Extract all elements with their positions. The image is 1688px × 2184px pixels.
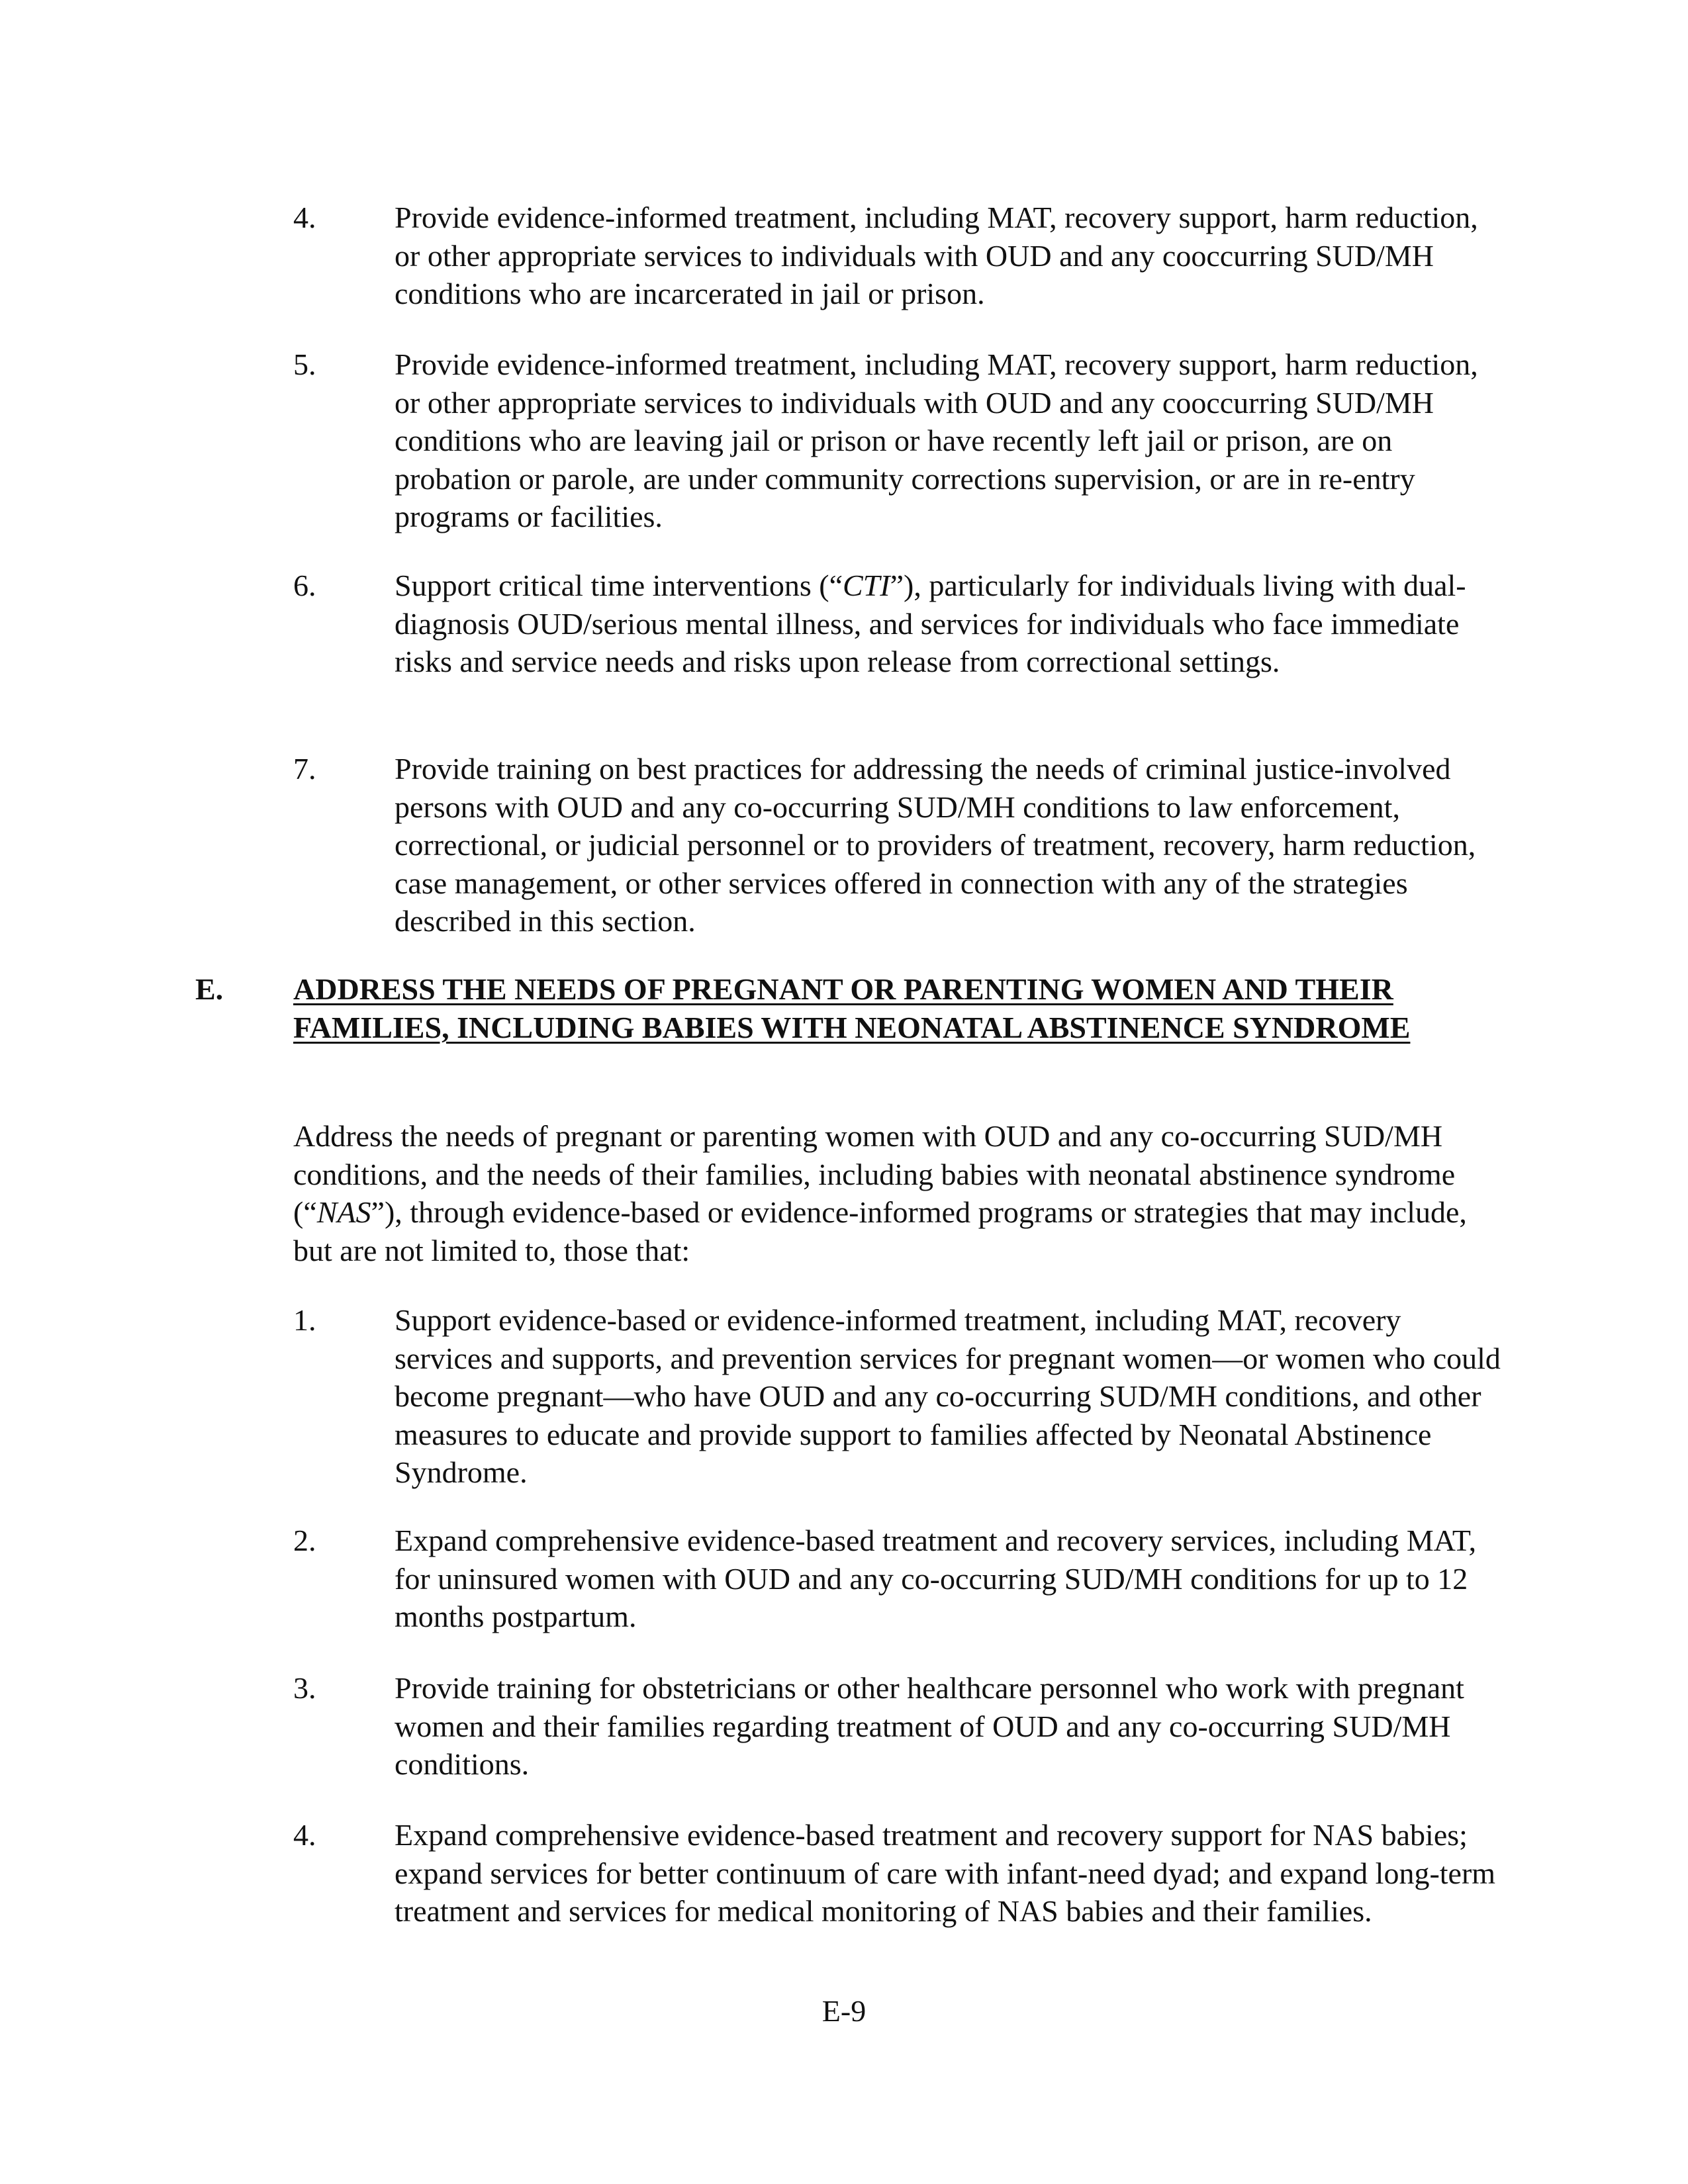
item-text: Provide training on best practices for addressing the needs of criminal justice-involved persons with OUD and any co-occurring SUD/MH conditions to law enforcement, correctional, or judicial personnel or to providers of treatment, recovery, harm reduction, case management, or other services offered in connection with any of the strategies described in this section. bbox=[395, 752, 1476, 938]
page-number: E-9 bbox=[821, 1994, 867, 2028]
intro-after: ”), through evidence-based or evidence-informed programs or strategies that may include, but are not limited to, those that: bbox=[293, 1195, 1467, 1267]
item-number: 4. bbox=[293, 1818, 316, 1852]
item-text: Expand comprehensive evidence-based treatment and recovery services, including MAT, for uninsured women with OUD and any co-occurring SUD/MH conditions for up to 12 months postpartum. bbox=[395, 1524, 1477, 1633]
item-text bbox=[395, 567, 1505, 681]
item-text: Provide evidence-informed treatment, including MAT, recovery support, harm reduction, or other appropriate services to individuals with OUD and any cooccurring SUD/MH conditions who are leaving jail or prison or have recently left jail or prison, are on probation or parole, are under community corrections supervision, or are in re-entry programs or facilities. bbox=[395, 347, 1478, 533]
item-number: 3. bbox=[293, 1671, 316, 1705]
item-text-before: Support critical time interventions (“ bbox=[395, 569, 843, 602]
list-item bbox=[293, 1522, 1505, 1636]
list-item bbox=[293, 1301, 1505, 1492]
list-item bbox=[293, 567, 1505, 681]
intro-italic: NAS bbox=[316, 1195, 371, 1229]
section-intro bbox=[293, 1117, 1505, 1269]
section-title: ADDRESS THE NEEDS OF PREGNANT OR PARENTING WOMEN AND THEIR FAMILIES, INCLUDING BABIES WITH NEONATAL ABSTINENCE SYNDROME bbox=[293, 972, 1411, 1044]
item-text: Provide evidence-informed treatment, including MAT, recovery support, harm reduction, or other appropriate services to individuals with OUD and any cooccurring SUD/MH conditions who are incarcerated in jail or prison. bbox=[395, 201, 1478, 310]
list-item bbox=[293, 1816, 1505, 1931]
item-text-after: ”), particularly for individuals living with dual-diagnosis OUD/serious mental illness, and services for individuals who face immediate risks and service needs and risks upon release from correctional settings. bbox=[395, 569, 1466, 678]
item-text: Provide training for obstetricians or other healthcare personnel who work with pregnant women and their families regarding treatment of OUD and any co-occurring SUD/MH conditions. bbox=[395, 1671, 1464, 1781]
section-heading bbox=[195, 970, 1506, 1046]
section-letter: E. bbox=[195, 972, 224, 1006]
item-number: 2. bbox=[293, 1524, 316, 1557]
list-item bbox=[293, 1669, 1505, 1784]
item-number: 1. bbox=[293, 1303, 316, 1337]
item-number: 4. bbox=[293, 201, 316, 234]
item-text-italic: CTI bbox=[843, 569, 890, 602]
list-item bbox=[293, 199, 1505, 313]
list-item bbox=[293, 345, 1505, 536]
intro-before: Address the needs of pregnant or parenting women with OUD and any co-occurring SUD/MH conditions, and the needs of their families, including babies with neonatal abstinence syndrome (“ bbox=[293, 1119, 1456, 1229]
item-number: 6. bbox=[293, 569, 316, 602]
item-text: Expand comprehensive evidence-based treatment and recovery support for NAS babies; expand services for better continuum of care with infant-need dyad; and expand long-term treatment and services for medical monitoring of NAS babies and their families. bbox=[395, 1818, 1496, 1928]
item-number: 7. bbox=[293, 752, 316, 786]
list-item bbox=[293, 750, 1505, 940]
item-text: Support evidence-based or evidence-informed treatment, including MAT, recovery services and supports, and prevention services for pregnant women—or women who could become pregnant—who have OUD and any co-occurring SUD/MH conditions, and other measures to educate and provide support to families affected by Neonatal Abstinence Syndrome. bbox=[395, 1303, 1501, 1489]
item-number: 5. bbox=[293, 347, 316, 381]
